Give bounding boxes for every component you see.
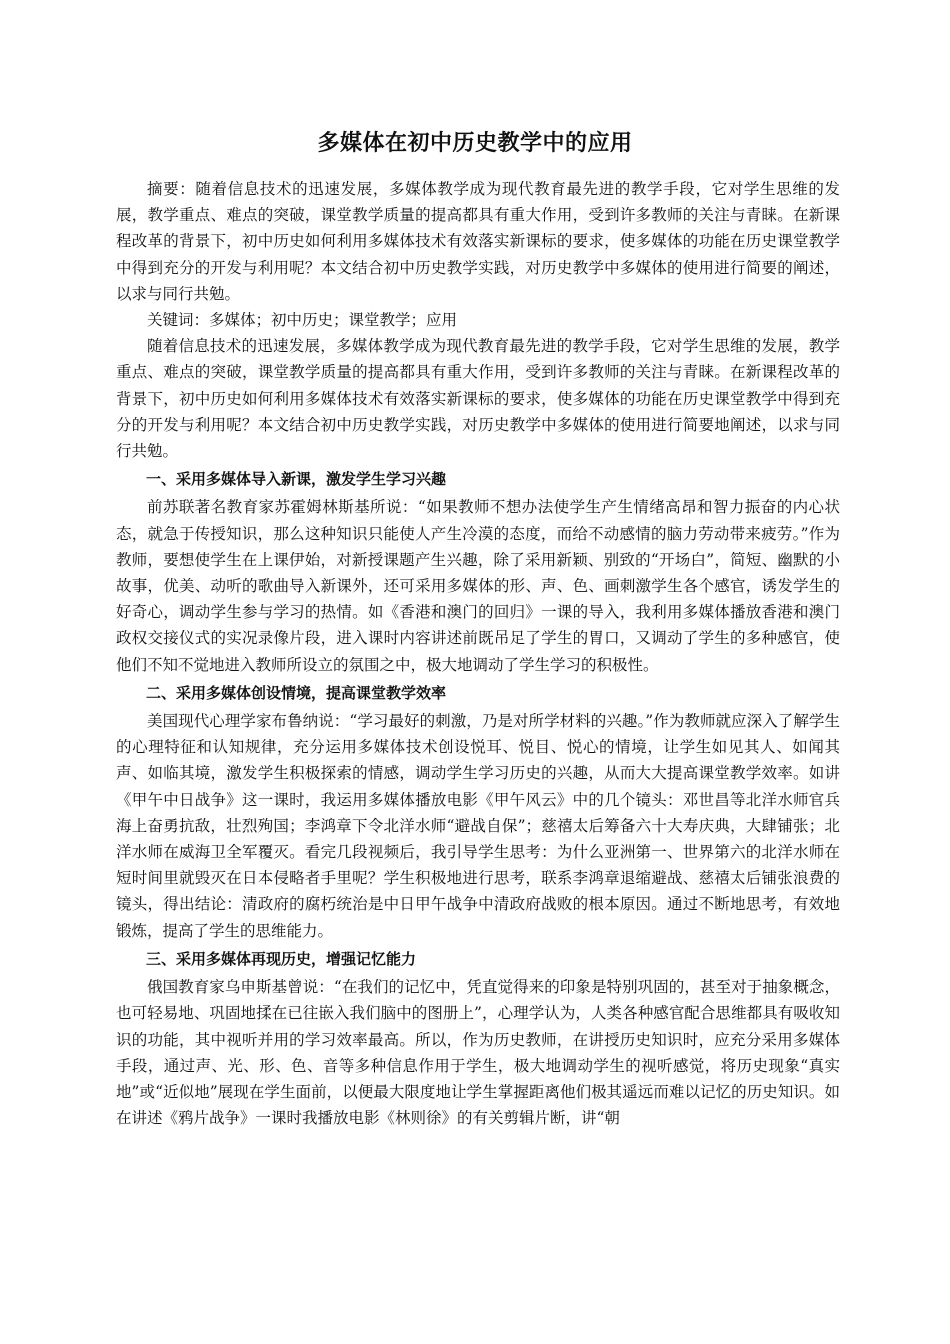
keywords-paragraph: 关键词：多媒体；初中历史；课堂教学；应用	[147, 311, 458, 330]
section-heading-1: 一、采用多媒体导入新课，激发学生学习兴趣	[146, 470, 447, 489]
section-paragraph-1: 前苏联著名教育家苏霍姆林斯基所说：“如果教师不想办法使学生产生情绪高昂和智力振奋的内心状态，就急于传授知识，那么这种知识只能使人产生冷漠的态度，而给不动感情的脑力劳动带来疲劳。”作为教师，要想使学生在上课伊始，对新授课题产生兴趣，除了采用新颖、别致的“开场白”，简短、幽默的小故事，优美、动听的歌曲导入新课外，还可采用多媒体的形、声、色、画刺激学生各个感官，诱发学生的好奇心，调动学生参与学习的热情。如《香港和澳门的回归》一课的导入，我利用多媒体播放香港和澳门政权交接仪式的实况录像片段，进入课时内容讲述前既吊足了学生的胃口，又调动了学生的多种感官，使他们不知不觉地进入教师所设立的氛围之中，极大地调动了学生学习的积极性。	[116, 498, 840, 674]
intro-paragraph: 随着信息技术的迅速发展，多媒体教学成为现代教育最先进的教学手段，它对学生思维的发展，教学重点、难点的突破，课堂教学质量的提高都具有重大作用，受到许多教师的关注与青睐。在新课程改革的背景下，初中历史如何利用多媒体技术有效落实新课标的要求，使多媒体的功能在历史课堂教学中得到充分的开发与利用呢？本文结合初中历史教学实践，对历史教学中多媒体的使用进行简要地阐述，以求与同行共勉。	[116, 337, 840, 461]
section-paragraph-2: 美国现代心理学家布鲁纳说：“学习最好的刺激，乃是对所学材料的兴趣。”作为教师就应深入了解学生的心理特征和认知规律，充分运用多媒体技术创设悦耳、悦目、悦心的情境，让学生如见其人、如闻其声、如临其境，激发学生积极探索的情感，调动学生学习历史的兴趣，从而大大提高课堂教学效率。如讲《甲午中日战争》这一课时，我运用多媒体播放电影《甲午风云》中的几个镜头：邓世昌等北洋水师官兵海上奋勇抗敌，壮烈殉国；李鸿章下令北洋水师“避战自保”；慈禧太后筹备六十大寿庆典，大肆铺张；北洋水师在威海卫全军覆灭。看完几段视频后，我引导学生思考：为什么亚洲第一、世界第六的北洋水师在短时间里就毁灭在日本侵略者手里呢？学生积极地进行思考，联系李鸿章退缩避战、慈禧太后铺张浪费的镜头，得出结论：清政府的腐朽统治是中日甲午战争中清政府战败的根本原因。通过不断地思考，有效地锻炼，提高了学生的思维能力。	[116, 712, 840, 940]
document-body	[116, 176, 840, 1131]
section-heading-3: 三、采用多媒体再现历史，增强记忆能力	[146, 949, 417, 968]
section-paragraph-3: 俄国教育家乌申斯基曾说：“在我们的记忆中，凭直觉得来的印象是特别巩固的，甚至对于抽象概念，也可轻易地、巩固地揉在已往嵌入我们脑中的图册上”，心理学认为，人类各种感官配合思维都具有吸收知识的功能，其中视听并用的学习效率最高。所以，作为历史教师，在讲授历史知识时，应充分采用多媒体手段，通过声、光、形、色、音等多种信息作用于学生，极大地调动学生的视听感觉，将历史现象“真实地”或“近似地”展现在学生面前，以便最大限度地让学生掌握距离他们极其遥远而难以记忆的历史知识。如在讲述《鸦片战争》一课时我播放电影《林则徐》的有关剪辑片断，讲“朝	[116, 978, 840, 1128]
abstract-paragraph: 摘要：随着信息技术的迅速发展，多媒体教学成为现代教育最先进的教学手段，它对学生思维的发展，教学重点、难点的突破，课堂教学质量的提高都具有重大作用，受到许多教师的关注与青睐。在新课程改革的背景下，初中历史如何利用多媒体技术有效落实新课标的要求，使多媒体的功能在历史课堂教学中得到充分的开发与利用呢？本文结合初中历史教学实践，对历史教学中多媒体的使用进行简要的阐述，以求与同行共勉。	[116, 180, 840, 303]
page-title: 多媒体在初中历史教学中的应用	[317, 131, 633, 156]
section-heading-2: 二、采用多媒体创设情境，提高课堂教学效率	[146, 683, 447, 702]
